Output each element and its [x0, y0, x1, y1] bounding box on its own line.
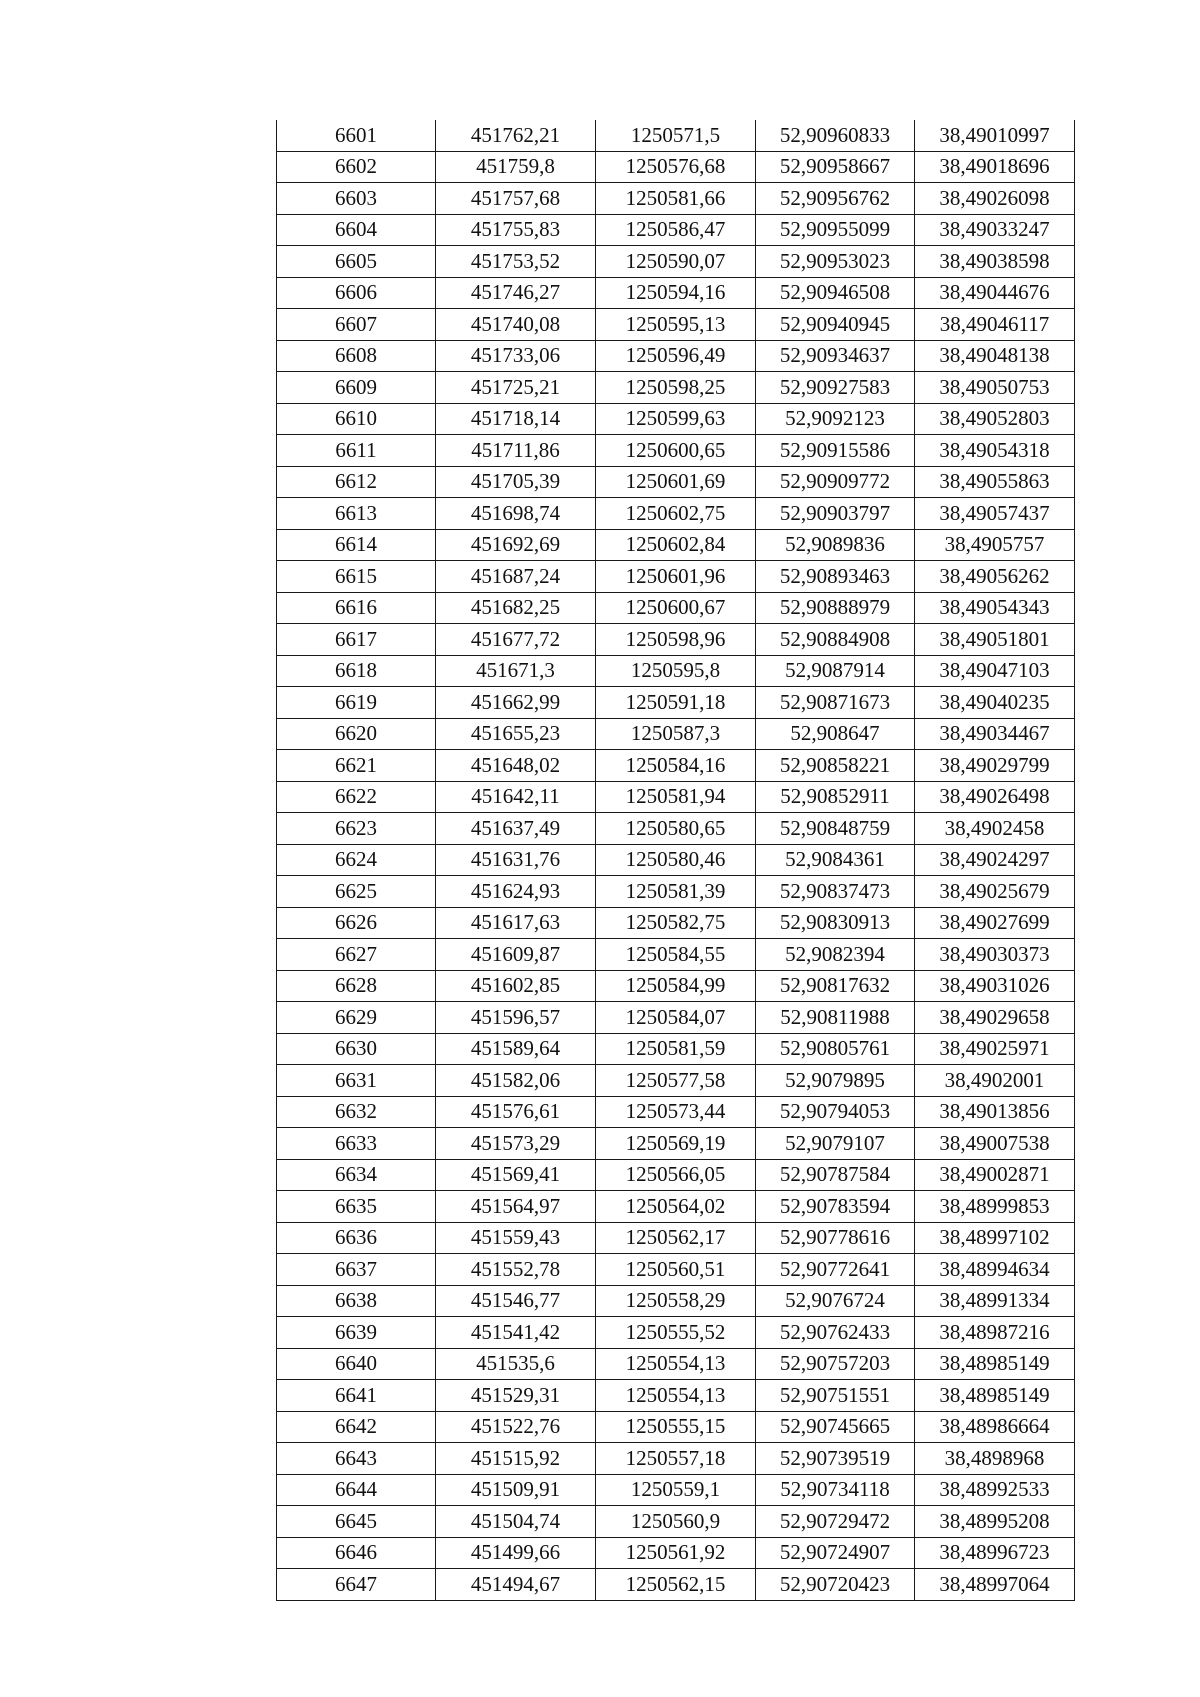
table-row [277, 655, 1075, 687]
longitude-cell: 38,49033247 [915, 214, 1075, 246]
y-coordinate-cell: 1250581,66 [596, 183, 756, 215]
table-row [277, 592, 1075, 624]
x-coordinate-cell: 451740,08 [436, 309, 596, 341]
table-row [277, 1317, 1075, 1349]
y-coordinate-cell: 1250594,16 [596, 277, 756, 309]
y-coordinate-cell: 1250584,07 [596, 1002, 756, 1034]
y-coordinate-cell: 1250560,51 [596, 1254, 756, 1286]
latitude-cell: 52,90830913 [756, 907, 915, 939]
y-coordinate-cell: 1250596,49 [596, 340, 756, 372]
x-coordinate-cell: 451662,99 [436, 687, 596, 719]
x-coordinate-cell: 451687,24 [436, 561, 596, 593]
longitude-cell: 38,48997064 [915, 1569, 1075, 1601]
x-coordinate-cell: 451589,64 [436, 1033, 596, 1065]
table-row [277, 1474, 1075, 1506]
longitude-cell: 38,49030373 [915, 939, 1075, 971]
point-number-cell: 6605 [277, 246, 436, 278]
table-row [277, 1254, 1075, 1286]
longitude-cell: 38,49044676 [915, 277, 1075, 309]
x-coordinate-cell: 451582,06 [436, 1065, 596, 1097]
table-row [277, 214, 1075, 246]
point-number-cell: 6602 [277, 151, 436, 183]
point-number-cell: 6618 [277, 655, 436, 687]
x-coordinate-cell: 451753,52 [436, 246, 596, 278]
latitude-cell: 52,90762433 [756, 1317, 915, 1349]
x-coordinate-cell: 451692,69 [436, 529, 596, 561]
table-row [277, 876, 1075, 908]
longitude-cell: 38,49056262 [915, 561, 1075, 593]
x-coordinate-cell: 451504,74 [436, 1506, 596, 1538]
table-row [277, 340, 1075, 372]
x-coordinate-cell: 451522,76 [436, 1411, 596, 1443]
latitude-cell: 52,90783594 [756, 1191, 915, 1223]
longitude-cell: 38,49034467 [915, 718, 1075, 750]
point-number-cell: 6643 [277, 1443, 436, 1475]
x-coordinate-cell: 451617,63 [436, 907, 596, 939]
latitude-cell: 52,90837473 [756, 876, 915, 908]
y-coordinate-cell: 1250598,25 [596, 372, 756, 404]
latitude-cell: 52,90960833 [756, 120, 915, 151]
latitude-cell: 52,90903797 [756, 498, 915, 530]
point-number-cell: 6628 [277, 970, 436, 1002]
y-coordinate-cell: 1250577,58 [596, 1065, 756, 1097]
longitude-cell: 38,49050753 [915, 372, 1075, 404]
y-coordinate-cell: 1250599,63 [596, 403, 756, 435]
x-coordinate-cell: 451576,61 [436, 1096, 596, 1128]
table-row [277, 970, 1075, 1002]
latitude-cell: 52,9082394 [756, 939, 915, 971]
x-coordinate-cell: 451546,77 [436, 1285, 596, 1317]
y-coordinate-cell: 1250561,92 [596, 1537, 756, 1569]
point-number-cell: 6631 [277, 1065, 436, 1097]
table-row [277, 372, 1075, 404]
x-coordinate-cell: 451733,06 [436, 340, 596, 372]
table-row [277, 151, 1075, 183]
y-coordinate-cell: 1250562,17 [596, 1222, 756, 1254]
y-coordinate-cell: 1250554,13 [596, 1380, 756, 1412]
longitude-cell: 38,49010997 [915, 120, 1075, 151]
longitude-cell: 38,48992533 [915, 1474, 1075, 1506]
y-coordinate-cell: 1250600,65 [596, 435, 756, 467]
latitude-cell: 52,90787584 [756, 1159, 915, 1191]
x-coordinate-cell: 451573,29 [436, 1128, 596, 1160]
y-coordinate-cell: 1250558,29 [596, 1285, 756, 1317]
longitude-cell: 38,49048138 [915, 340, 1075, 372]
longitude-cell: 38,49025971 [915, 1033, 1075, 1065]
table-row [277, 1191, 1075, 1223]
longitude-cell: 38,48994634 [915, 1254, 1075, 1286]
latitude-cell: 52,90811988 [756, 1002, 915, 1034]
point-number-cell: 6640 [277, 1348, 436, 1380]
x-coordinate-cell: 451637,49 [436, 813, 596, 845]
latitude-cell: 52,90848759 [756, 813, 915, 845]
latitude-cell: 52,90958667 [756, 151, 915, 183]
y-coordinate-cell: 1250600,67 [596, 592, 756, 624]
longitude-cell: 38,49025679 [915, 876, 1075, 908]
table-row [277, 1096, 1075, 1128]
y-coordinate-cell: 1250580,65 [596, 813, 756, 845]
longitude-cell: 38,48985149 [915, 1348, 1075, 1380]
coordinates-table [276, 120, 1075, 1601]
latitude-cell: 52,90757203 [756, 1348, 915, 1380]
point-number-cell: 6626 [277, 907, 436, 939]
x-coordinate-cell: 451677,72 [436, 624, 596, 656]
latitude-cell: 52,90729472 [756, 1506, 915, 1538]
point-number-cell: 6617 [277, 624, 436, 656]
y-coordinate-cell: 1250576,68 [596, 151, 756, 183]
x-coordinate-cell: 451564,97 [436, 1191, 596, 1223]
point-number-cell: 6611 [277, 435, 436, 467]
point-number-cell: 6639 [277, 1317, 436, 1349]
point-number-cell: 6613 [277, 498, 436, 530]
table-row [277, 1222, 1075, 1254]
longitude-cell: 38,49040235 [915, 687, 1075, 719]
longitude-cell: 38,48991334 [915, 1285, 1075, 1317]
point-number-cell: 6608 [277, 340, 436, 372]
point-number-cell: 6615 [277, 561, 436, 593]
x-coordinate-cell: 451711,86 [436, 435, 596, 467]
latitude-cell: 52,90734118 [756, 1474, 915, 1506]
longitude-cell: 38,49047103 [915, 655, 1075, 687]
point-number-cell: 6634 [277, 1159, 436, 1191]
x-coordinate-cell: 451569,41 [436, 1159, 596, 1191]
point-number-cell: 6629 [277, 1002, 436, 1034]
point-number-cell: 6609 [277, 372, 436, 404]
point-number-cell: 6607 [277, 309, 436, 341]
table-row [277, 939, 1075, 971]
y-coordinate-cell: 1250581,94 [596, 781, 756, 813]
longitude-cell: 38,48986664 [915, 1411, 1075, 1443]
table-row [277, 1065, 1075, 1097]
latitude-cell: 52,9092123 [756, 403, 915, 435]
longitude-cell: 38,49026098 [915, 183, 1075, 215]
table-row [277, 1285, 1075, 1317]
longitude-cell: 38,49052803 [915, 403, 1075, 435]
y-coordinate-cell: 1250580,46 [596, 844, 756, 876]
table-row [277, 1348, 1075, 1380]
longitude-cell: 38,49055863 [915, 466, 1075, 498]
longitude-cell: 38,49057437 [915, 498, 1075, 530]
y-coordinate-cell: 1250587,3 [596, 718, 756, 750]
point-number-cell: 6616 [277, 592, 436, 624]
latitude-cell: 52,9079895 [756, 1065, 915, 1097]
point-number-cell: 6622 [277, 781, 436, 813]
latitude-cell: 52,90817632 [756, 970, 915, 1002]
point-number-cell: 6621 [277, 750, 436, 782]
x-coordinate-cell: 451535,6 [436, 1348, 596, 1380]
y-coordinate-cell: 1250582,75 [596, 907, 756, 939]
longitude-cell: 38,49029799 [915, 750, 1075, 782]
point-number-cell: 6604 [277, 214, 436, 246]
latitude-cell: 52,9084361 [756, 844, 915, 876]
table-row [277, 1159, 1075, 1191]
y-coordinate-cell: 1250573,44 [596, 1096, 756, 1128]
longitude-cell: 38,49024297 [915, 844, 1075, 876]
longitude-cell: 38,49027699 [915, 907, 1075, 939]
x-coordinate-cell: 451757,68 [436, 183, 596, 215]
table-row [277, 1128, 1075, 1160]
table-row [277, 183, 1075, 215]
table-row [277, 813, 1075, 845]
table-row [277, 907, 1075, 939]
latitude-cell: 52,90751551 [756, 1380, 915, 1412]
table-row [277, 1537, 1075, 1569]
longitude-cell: 38,4902458 [915, 813, 1075, 845]
table-row [277, 435, 1075, 467]
y-coordinate-cell: 1250586,47 [596, 214, 756, 246]
y-coordinate-cell: 1250584,55 [596, 939, 756, 971]
longitude-cell: 38,49007538 [915, 1128, 1075, 1160]
x-coordinate-cell: 451755,83 [436, 214, 596, 246]
y-coordinate-cell: 1250602,84 [596, 529, 756, 561]
point-number-cell: 6619 [277, 687, 436, 719]
latitude-cell: 52,90858221 [756, 750, 915, 782]
latitude-cell: 52,90745665 [756, 1411, 915, 1443]
coordinates-table-body [277, 120, 1075, 1600]
point-number-cell: 6624 [277, 844, 436, 876]
point-number-cell: 6636 [277, 1222, 436, 1254]
y-coordinate-cell: 1250560,9 [596, 1506, 756, 1538]
point-number-cell: 6606 [277, 277, 436, 309]
x-coordinate-cell: 451725,21 [436, 372, 596, 404]
point-number-cell: 6603 [277, 183, 436, 215]
latitude-cell: 52,90772641 [756, 1254, 915, 1286]
latitude-cell: 52,90888979 [756, 592, 915, 624]
table-row [277, 1411, 1075, 1443]
y-coordinate-cell: 1250562,15 [596, 1569, 756, 1601]
latitude-cell: 52,90946508 [756, 277, 915, 309]
x-coordinate-cell: 451631,76 [436, 844, 596, 876]
latitude-cell: 52,90956762 [756, 183, 915, 215]
latitude-cell: 52,90884908 [756, 624, 915, 656]
x-coordinate-cell: 451529,31 [436, 1380, 596, 1412]
point-number-cell: 6623 [277, 813, 436, 845]
x-coordinate-cell: 451609,87 [436, 939, 596, 971]
point-number-cell: 6644 [277, 1474, 436, 1506]
y-coordinate-cell: 1250595,8 [596, 655, 756, 687]
x-coordinate-cell: 451624,93 [436, 876, 596, 908]
longitude-cell: 38,49013856 [915, 1096, 1075, 1128]
x-coordinate-cell: 451705,39 [436, 466, 596, 498]
y-coordinate-cell: 1250598,96 [596, 624, 756, 656]
latitude-cell: 52,90953023 [756, 246, 915, 278]
table-row [277, 1569, 1075, 1601]
table-row [277, 1506, 1075, 1538]
y-coordinate-cell: 1250571,5 [596, 120, 756, 151]
table-row [277, 844, 1075, 876]
point-number-cell: 6633 [277, 1128, 436, 1160]
y-coordinate-cell: 1250581,39 [596, 876, 756, 908]
longitude-cell: 38,48995208 [915, 1506, 1075, 1538]
y-coordinate-cell: 1250584,99 [596, 970, 756, 1002]
latitude-cell: 52,90927583 [756, 372, 915, 404]
x-coordinate-cell: 451494,67 [436, 1569, 596, 1601]
x-coordinate-cell: 451718,14 [436, 403, 596, 435]
point-number-cell: 6635 [277, 1191, 436, 1223]
latitude-cell: 52,90940945 [756, 309, 915, 341]
latitude-cell: 52,90724907 [756, 1537, 915, 1569]
point-number-cell: 6610 [277, 403, 436, 435]
table-row [277, 277, 1075, 309]
latitude-cell: 52,90720423 [756, 1569, 915, 1601]
longitude-cell: 38,49051801 [915, 624, 1075, 656]
x-coordinate-cell: 451602,85 [436, 970, 596, 1002]
y-coordinate-cell: 1250564,02 [596, 1191, 756, 1223]
latitude-cell: 52,90778616 [756, 1222, 915, 1254]
y-coordinate-cell: 1250601,69 [596, 466, 756, 498]
x-coordinate-cell: 451648,02 [436, 750, 596, 782]
table-row [277, 498, 1075, 530]
x-coordinate-cell: 451596,57 [436, 1002, 596, 1034]
x-coordinate-cell: 451509,91 [436, 1474, 596, 1506]
point-number-cell: 6620 [277, 718, 436, 750]
longitude-cell: 38,49054343 [915, 592, 1075, 624]
x-coordinate-cell: 451499,66 [436, 1537, 596, 1569]
x-coordinate-cell: 451671,3 [436, 655, 596, 687]
point-number-cell: 6642 [277, 1411, 436, 1443]
y-coordinate-cell: 1250554,13 [596, 1348, 756, 1380]
table-row [277, 309, 1075, 341]
x-coordinate-cell: 451559,43 [436, 1222, 596, 1254]
y-coordinate-cell: 1250559,1 [596, 1474, 756, 1506]
latitude-cell: 52,90955099 [756, 214, 915, 246]
table-row [277, 687, 1075, 719]
longitude-cell: 38,49026498 [915, 781, 1075, 813]
latitude-cell: 52,9087914 [756, 655, 915, 687]
latitude-cell: 52,90852911 [756, 781, 915, 813]
table-row [277, 561, 1075, 593]
x-coordinate-cell: 451746,27 [436, 277, 596, 309]
longitude-cell: 38,4902001 [915, 1065, 1075, 1097]
point-number-cell: 6612 [277, 466, 436, 498]
point-number-cell: 6641 [277, 1380, 436, 1412]
longitude-cell: 38,49046117 [915, 309, 1075, 341]
table-row [277, 1033, 1075, 1065]
x-coordinate-cell: 451655,23 [436, 718, 596, 750]
point-number-cell: 6632 [277, 1096, 436, 1128]
longitude-cell: 38,48996723 [915, 1537, 1075, 1569]
x-coordinate-cell: 451552,78 [436, 1254, 596, 1286]
point-number-cell: 6646 [277, 1537, 436, 1569]
longitude-cell: 38,49038598 [915, 246, 1075, 278]
point-number-cell: 6625 [277, 876, 436, 908]
table-row [277, 1002, 1075, 1034]
point-number-cell: 6614 [277, 529, 436, 561]
point-number-cell: 6638 [277, 1285, 436, 1317]
table-row [277, 403, 1075, 435]
table-row [277, 750, 1075, 782]
y-coordinate-cell: 1250602,75 [596, 498, 756, 530]
longitude-cell: 38,4905757 [915, 529, 1075, 561]
y-coordinate-cell: 1250581,59 [596, 1033, 756, 1065]
latitude-cell: 52,9079107 [756, 1128, 915, 1160]
y-coordinate-cell: 1250566,05 [596, 1159, 756, 1191]
x-coordinate-cell: 451515,92 [436, 1443, 596, 1475]
longitude-cell: 38,49002871 [915, 1159, 1075, 1191]
table-row [277, 718, 1075, 750]
latitude-cell: 52,9076724 [756, 1285, 915, 1317]
point-number-cell: 6647 [277, 1569, 436, 1601]
longitude-cell: 38,48987216 [915, 1317, 1075, 1349]
x-coordinate-cell: 451642,11 [436, 781, 596, 813]
longitude-cell: 38,49054318 [915, 435, 1075, 467]
y-coordinate-cell: 1250590,07 [596, 246, 756, 278]
latitude-cell: 52,9089836 [756, 529, 915, 561]
latitude-cell: 52,90794053 [756, 1096, 915, 1128]
latitude-cell: 52,90909772 [756, 466, 915, 498]
y-coordinate-cell: 1250555,52 [596, 1317, 756, 1349]
longitude-cell: 38,49029658 [915, 1002, 1075, 1034]
longitude-cell: 38,4898968 [915, 1443, 1075, 1475]
x-coordinate-cell: 451682,25 [436, 592, 596, 624]
longitude-cell: 38,49018696 [915, 151, 1075, 183]
x-coordinate-cell: 451698,74 [436, 498, 596, 530]
latitude-cell: 52,908647 [756, 718, 915, 750]
y-coordinate-cell: 1250591,18 [596, 687, 756, 719]
y-coordinate-cell: 1250595,13 [596, 309, 756, 341]
point-number-cell: 6645 [277, 1506, 436, 1538]
table-row [277, 120, 1075, 151]
table-row [277, 624, 1075, 656]
latitude-cell: 52,90893463 [756, 561, 915, 593]
y-coordinate-cell: 1250584,16 [596, 750, 756, 782]
point-number-cell: 6637 [277, 1254, 436, 1286]
latitude-cell: 52,90934637 [756, 340, 915, 372]
table-row [277, 1380, 1075, 1412]
longitude-cell: 38,48985149 [915, 1380, 1075, 1412]
table-row [277, 1443, 1075, 1475]
y-coordinate-cell: 1250557,18 [596, 1443, 756, 1475]
latitude-cell: 52,90805761 [756, 1033, 915, 1065]
point-number-cell: 6627 [277, 939, 436, 971]
table-row [277, 466, 1075, 498]
latitude-cell: 52,90739519 [756, 1443, 915, 1475]
longitude-cell: 38,48997102 [915, 1222, 1075, 1254]
y-coordinate-cell: 1250569,19 [596, 1128, 756, 1160]
table-row [277, 781, 1075, 813]
x-coordinate-cell: 451762,21 [436, 120, 596, 151]
latitude-cell: 52,90871673 [756, 687, 915, 719]
table-row [277, 529, 1075, 561]
longitude-cell: 38,49031026 [915, 970, 1075, 1002]
point-number-cell: 6601 [277, 120, 436, 151]
y-coordinate-cell: 1250555,15 [596, 1411, 756, 1443]
point-number-cell: 6630 [277, 1033, 436, 1065]
table-row [277, 246, 1075, 278]
y-coordinate-cell: 1250601,96 [596, 561, 756, 593]
x-coordinate-cell: 451759,8 [436, 151, 596, 183]
x-coordinate-cell: 451541,42 [436, 1317, 596, 1349]
longitude-cell: 38,48999853 [915, 1191, 1075, 1223]
latitude-cell: 52,90915586 [756, 435, 915, 467]
